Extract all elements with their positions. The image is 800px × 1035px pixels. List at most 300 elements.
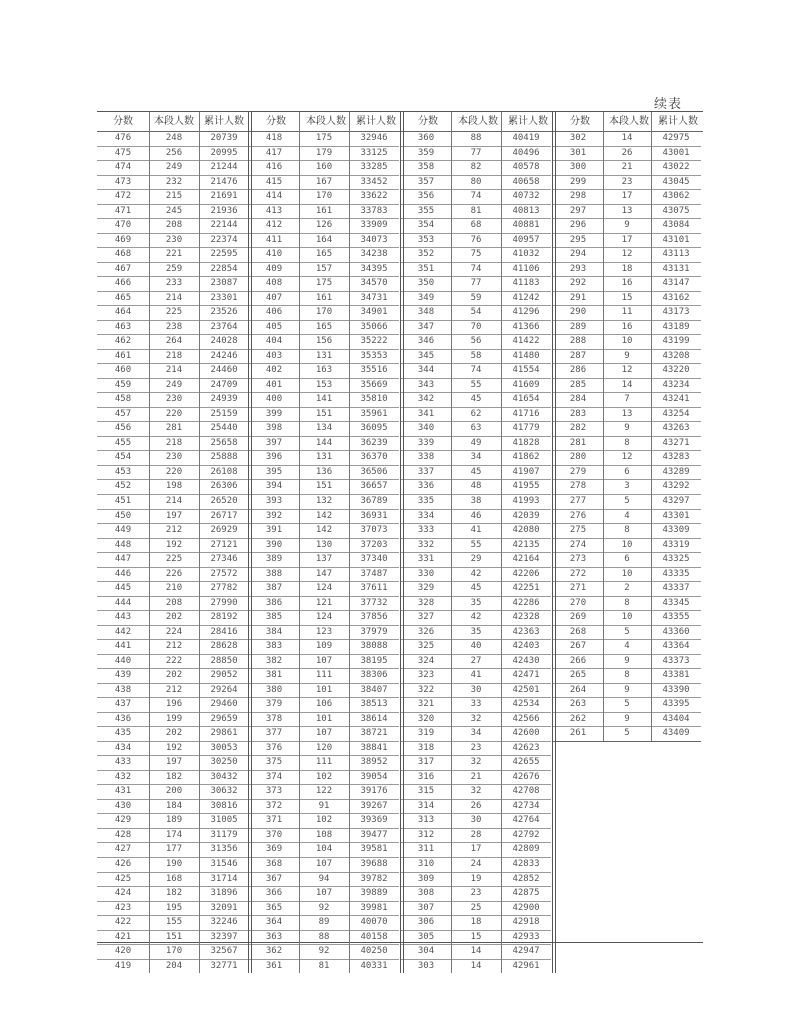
segment-count-cell: 109: [315, 641, 333, 652]
score-cell: 311: [417, 844, 435, 855]
score-cell: 416: [265, 162, 283, 173]
score-cell: 459: [114, 379, 132, 390]
cumulative-count-cell: 30632: [210, 786, 238, 797]
score-cell: 299: [569, 176, 587, 187]
group-separator: [248, 112, 252, 973]
segment-count-cell: 190: [165, 859, 183, 869]
score-cell: 461: [114, 350, 132, 361]
cumulative-count-cell: 39267: [360, 800, 388, 811]
score-cell: 266: [569, 655, 587, 666]
segment-count-cell: 220: [165, 466, 183, 477]
score-cell: 288: [569, 336, 587, 347]
score-cell: 314: [417, 800, 435, 811]
score-cell: 318: [417, 742, 435, 753]
score-cell: 465: [114, 292, 132, 303]
segment-count-cell: 142: [315, 525, 333, 536]
segment-count-cell: 59: [470, 292, 482, 303]
segment-count-cell: 167: [315, 176, 333, 187]
segment-count-cell: 131: [315, 350, 333, 361]
cumulative-count-cell: 29052: [210, 670, 238, 681]
cumulative-count-cell: 42918: [512, 917, 540, 928]
segment-count-cell: 226: [165, 568, 183, 579]
segment-count-cell: 126: [315, 220, 333, 231]
cumulative-count-cell: 35353: [360, 350, 388, 361]
cumulative-count-cell: 42792: [512, 829, 540, 840]
cumulative-count-cell: 23087: [210, 278, 238, 289]
table-caption: 续表: [654, 97, 683, 112]
cumulative-count-cell: 38195: [360, 655, 388, 666]
score-cell: 303: [417, 960, 435, 971]
segment-count-cell: 107: [315, 655, 333, 666]
segment-count-cell: 30: [470, 815, 482, 826]
segment-count-cell: 281: [165, 423, 183, 434]
segment-count-cell: 14: [470, 960, 482, 971]
cumulative-count-cell: 38614: [360, 713, 388, 724]
cumulative-count-cell: 42809: [512, 844, 540, 855]
cumulative-count-cell: 32946: [360, 133, 388, 143]
cumulative-count-cell: 22144: [210, 220, 238, 231]
segment-count-cell: 30: [470, 684, 482, 695]
score-cell: 296: [569, 220, 587, 231]
cumulative-count-cell: 40578: [512, 162, 540, 173]
segment-count-cell: 111: [315, 670, 333, 681]
cumulative-count-cell: 41032: [512, 249, 540, 260]
segment-count-cell: 249: [165, 162, 183, 173]
cumulative-count-cell: 43147: [662, 278, 690, 289]
segment-count-cell: 151: [315, 408, 333, 419]
segment-count-cell: 168: [165, 873, 183, 884]
score-cell: 395: [265, 466, 283, 477]
cumulative-count-cell: 41106: [512, 263, 540, 274]
segment-count-cell: 17: [470, 844, 482, 855]
score-cell: 424: [114, 888, 132, 899]
cumulative-count-cell: 39176: [360, 786, 388, 797]
cumulative-count-cell: 34901: [360, 307, 388, 318]
cumulative-count-cell: 36095: [360, 423, 388, 434]
segment-count-cell: 88: [470, 133, 482, 143]
score-cell: 320: [417, 713, 435, 724]
cumulative-count-cell: 34570: [360, 278, 388, 289]
segment-count-cell: 225: [165, 307, 183, 318]
score-cell: 285: [569, 379, 587, 390]
segment-count-cell: 68: [470, 220, 482, 231]
segment-count-cell: 34: [470, 728, 482, 739]
score-cell: 437: [114, 699, 132, 710]
cumulative-count-cell: 42039: [512, 510, 540, 521]
cumulative-count-cell: 38407: [360, 684, 388, 695]
score-cell: 354: [417, 220, 435, 231]
score-cell: 310: [417, 859, 435, 869]
segment-count-cell: 220: [165, 408, 183, 419]
segment-count-cell: 23: [621, 176, 633, 187]
cumulative-count-cell: 37340: [360, 554, 388, 565]
cumulative-count-cell: 29460: [210, 699, 238, 710]
segment-count-cell: 8: [624, 597, 630, 608]
score-cell: 367: [265, 873, 283, 884]
cumulative-count-cell: 41422: [512, 336, 540, 347]
segment-count-cell: 107: [315, 728, 333, 739]
score-cell: 441: [114, 641, 132, 652]
cumulative-count-cell: 30053: [210, 742, 238, 753]
score-cell: 284: [569, 394, 587, 405]
cumulative-count-cell: 28850: [210, 655, 238, 666]
score-cell: 289: [569, 321, 587, 332]
score-cell: 332: [417, 539, 435, 550]
score-cell: 274: [569, 539, 587, 550]
segment-count-cell: 151: [165, 931, 183, 942]
segment-count-cell: 8: [624, 437, 630, 448]
cumulative-count-cell: 31546: [210, 859, 238, 869]
cumulative-count-cell: 43395: [662, 699, 690, 710]
cumulative-count-cell: 42430: [512, 655, 540, 666]
score-cell: 322: [417, 684, 435, 695]
score-cell: 334: [417, 510, 435, 521]
cumulative-count-cell: 28628: [210, 641, 238, 652]
segment-count-cell: 33: [470, 699, 482, 710]
cumulative-count-cell: 38841: [360, 742, 388, 753]
segment-count-cell: 15: [470, 931, 482, 942]
score-cell: 270: [569, 597, 587, 608]
score-cell: 323: [417, 670, 435, 681]
segment-count-cell: 55: [470, 379, 482, 390]
cumulative-count-cell: 32397: [210, 931, 238, 942]
segment-count-cell: 165: [315, 249, 333, 260]
segment-count-cell: 74: [470, 365, 482, 376]
segment-count-cell: 92: [318, 902, 330, 913]
score-cell: 411: [265, 234, 283, 245]
score-cell: 306: [417, 917, 435, 928]
score-cell: 300: [569, 162, 587, 173]
score-cell: 309: [417, 873, 435, 884]
score-cell: 471: [114, 205, 132, 216]
cumulative-count-cell: 36657: [360, 481, 388, 492]
score-cell: 440: [114, 655, 132, 666]
cumulative-count-cell: 43241: [662, 394, 690, 405]
header-segment-count: 本段人数: [306, 116, 346, 127]
score-cell: 347: [417, 321, 435, 332]
cumulative-count-cell: 23526: [210, 307, 238, 318]
score-cell: 286: [569, 365, 587, 376]
cumulative-count-cell: 43325: [662, 554, 690, 565]
segment-count-cell: 120: [315, 742, 333, 753]
cumulative-count-cell: 35961: [360, 408, 388, 419]
cumulative-count-cell: 41716: [512, 408, 540, 419]
score-cell: 359: [417, 147, 435, 158]
cumulative-count-cell: 41554: [512, 365, 540, 376]
segment-count-cell: 89: [318, 917, 330, 928]
score-cell: 426: [114, 859, 132, 869]
score-cell: 453: [114, 466, 132, 477]
segment-count-cell: 6: [624, 554, 630, 565]
cumulative-count-cell: 24028: [210, 336, 238, 347]
score-cell: 290: [569, 307, 587, 318]
cumulative-count-cell: 35669: [360, 379, 388, 390]
cumulative-count-cell: 39581: [360, 844, 388, 855]
score-cell: 358: [417, 162, 435, 173]
segment-count-cell: 230: [165, 394, 183, 405]
segment-count-cell: 70: [470, 321, 482, 332]
cumulative-count-cell: 24246: [210, 350, 238, 361]
header-score: 分数: [266, 116, 286, 127]
cumulative-count-cell: 42164: [512, 554, 540, 565]
segment-count-cell: 34: [470, 452, 482, 463]
segment-count-cell: 45: [470, 394, 482, 405]
score-cell: 451: [114, 496, 132, 506]
cumulative-count-cell: 43283: [662, 452, 690, 463]
score-cell: 271: [569, 583, 587, 594]
cumulative-count-cell: 43345: [662, 597, 690, 608]
score-cell: 462: [114, 336, 132, 347]
segment-count-cell: 3: [624, 481, 630, 492]
segment-count-cell: 221: [165, 249, 183, 260]
score-cell: 272: [569, 568, 587, 579]
score-cell: 331: [417, 554, 435, 565]
segment-count-cell: 15: [621, 292, 633, 303]
score-cell: 384: [265, 626, 283, 637]
cumulative-count-cell: 22374: [210, 234, 238, 245]
segment-count-cell: 218: [165, 437, 183, 448]
cumulative-count-cell: 39369: [360, 815, 388, 826]
segment-count-cell: 212: [165, 525, 183, 536]
cumulative-count-cell: 39889: [360, 888, 388, 899]
column-divider: [603, 112, 604, 741]
score-cell: 337: [417, 466, 435, 477]
score-cell: 336: [417, 481, 435, 492]
segment-count-cell: 232: [165, 176, 183, 187]
segment-count-cell: 157: [315, 263, 333, 274]
cumulative-count-cell: 28416: [210, 626, 238, 637]
segment-count-cell: 42: [470, 568, 482, 579]
segment-count-cell: 196: [165, 699, 183, 710]
cumulative-count-cell: 31714: [210, 873, 238, 884]
cumulative-count-cell: 42080: [512, 525, 540, 536]
cumulative-count-cell: 25888: [210, 452, 238, 463]
score-cell: 428: [114, 829, 132, 840]
segment-count-cell: 58: [470, 350, 482, 361]
score-cell: 340: [417, 423, 435, 434]
score-distribution-table: [97, 111, 703, 971]
score-cell: 292: [569, 278, 587, 289]
segment-count-cell: 74: [470, 191, 482, 202]
segment-count-cell: 40: [470, 641, 482, 652]
score-cell: 295: [569, 234, 587, 245]
segment-count-cell: 108: [315, 829, 333, 840]
score-cell: 418: [265, 133, 283, 143]
score-cell: 407: [265, 292, 283, 303]
segment-count-cell: 81: [318, 960, 330, 971]
cumulative-count-cell: 23764: [210, 321, 238, 332]
score-cell: 283: [569, 408, 587, 419]
score-cell: 280: [569, 452, 587, 463]
segment-count-cell: 81: [470, 205, 482, 216]
segment-count-cell: 88: [318, 931, 330, 942]
cumulative-count-cell: 41907: [512, 466, 540, 477]
cumulative-count-cell: 37979: [360, 626, 388, 637]
segment-count-cell: 215: [165, 191, 183, 202]
cumulative-count-cell: 29861: [210, 728, 238, 739]
segment-count-cell: 21: [621, 162, 633, 173]
score-cell: 357: [417, 176, 435, 187]
cumulative-count-cell: 42403: [512, 641, 540, 652]
segment-count-cell: 141: [315, 394, 333, 405]
score-cell: 350: [417, 278, 435, 289]
score-cell: 444: [114, 597, 132, 608]
cumulative-count-cell: 41955: [512, 481, 540, 492]
segment-count-cell: 10: [621, 568, 633, 579]
score-cell: 389: [265, 554, 283, 565]
segment-count-cell: 45: [470, 466, 482, 477]
segment-count-cell: 24: [470, 859, 482, 869]
segment-count-cell: 144: [315, 437, 333, 448]
cumulative-count-cell: 41366: [512, 321, 540, 332]
segment-count-cell: 77: [470, 278, 482, 289]
cumulative-count-cell: 43337: [662, 583, 690, 594]
cumulative-count-cell: 41183: [512, 278, 540, 289]
cumulative-count-cell: 30432: [210, 771, 238, 782]
cumulative-count-cell: 42900: [512, 902, 540, 913]
cumulative-count-cell: 40250: [360, 946, 388, 957]
score-cell: 422: [114, 917, 132, 928]
score-cell: 364: [265, 917, 283, 928]
header-segment-count: 本段人数: [154, 116, 194, 127]
column-divider: [451, 112, 452, 973]
header-score: 分数: [418, 116, 438, 127]
cumulative-count-cell: 20995: [210, 147, 238, 158]
score-cell: 330: [417, 568, 435, 579]
segment-count-cell: 170: [165, 946, 183, 957]
segment-count-cell: 26: [621, 147, 633, 158]
cumulative-count-cell: 41242: [512, 292, 540, 303]
cumulative-count-cell: 43409: [662, 728, 690, 739]
score-cell: 469: [114, 234, 132, 245]
score-cell: 343: [417, 379, 435, 390]
segment-count-cell: 41: [470, 525, 482, 536]
segment-count-cell: 23: [470, 742, 482, 753]
cumulative-count-cell: 43360: [662, 626, 690, 637]
cumulative-count-cell: 31896: [210, 888, 238, 899]
score-cell: 335: [417, 496, 435, 506]
score-cell: 382: [265, 655, 283, 666]
cumulative-count-cell: 43062: [662, 191, 690, 202]
cumulative-count-cell: 40732: [512, 191, 540, 202]
segment-count-cell: 111: [315, 757, 333, 768]
segment-count-cell: 82: [470, 162, 482, 173]
cumulative-count-cell: 30250: [210, 757, 238, 768]
score-cell: 456: [114, 423, 132, 434]
score-cell: 308: [417, 888, 435, 899]
segment-count-cell: 121: [315, 597, 333, 608]
cumulative-count-cell: 26520: [210, 496, 238, 506]
score-cell: 391: [265, 525, 283, 536]
score-cell: 366: [265, 888, 283, 899]
score-cell: 433: [114, 757, 132, 768]
score-cell: 385: [265, 612, 283, 623]
segment-count-cell: 249: [165, 379, 183, 390]
header-segment-count: 本段人数: [609, 116, 649, 127]
segment-count-cell: 25: [470, 902, 482, 913]
cumulative-count-cell: 26929: [210, 525, 238, 536]
score-cell: 414: [265, 191, 283, 202]
score-cell: 413: [265, 205, 283, 216]
cumulative-count-cell: 39688: [360, 859, 388, 869]
cumulative-count-cell: 36370: [360, 452, 388, 463]
score-cell: 393: [265, 496, 283, 506]
header-cumulative-count: 累计人数: [204, 116, 244, 127]
segment-count-cell: 210: [165, 583, 183, 594]
segment-count-cell: 202: [165, 612, 183, 623]
cumulative-count-cell: 36789: [360, 496, 388, 506]
cumulative-count-cell: 34238: [360, 249, 388, 260]
cumulative-count-cell: 29264: [210, 684, 238, 695]
cumulative-count-cell: 41480: [512, 350, 540, 361]
score-cell: 298: [569, 191, 587, 202]
cumulative-count-cell: 25440: [210, 423, 238, 434]
header-cumulative-count: 累计人数: [356, 116, 396, 127]
cumulative-count-cell: 43189: [662, 321, 690, 332]
segment-count-cell: 106: [315, 699, 333, 710]
segment-count-cell: 175: [315, 133, 333, 143]
segment-count-cell: 101: [315, 713, 333, 724]
cumulative-count-cell: 43001: [662, 147, 690, 158]
score-cell: 326: [417, 626, 435, 637]
cumulative-count-cell: 31005: [210, 815, 238, 826]
cumulative-count-cell: 31179: [210, 829, 238, 840]
score-cell: 369: [265, 844, 283, 855]
cumulative-count-cell: 39477: [360, 829, 388, 840]
segment-count-cell: 174: [165, 829, 183, 840]
column-divider: [199, 112, 200, 973]
score-cell: 262: [569, 713, 587, 724]
score-cell: 450: [114, 510, 132, 521]
score-cell: 327: [417, 612, 435, 623]
cumulative-count-cell: 33452: [360, 176, 388, 187]
score-cell: 467: [114, 263, 132, 274]
segment-count-cell: 202: [165, 670, 183, 681]
score-cell: 279: [569, 466, 587, 477]
segment-count-cell: 184: [165, 800, 183, 811]
score-cell: 373: [265, 786, 283, 797]
cumulative-count-cell: 22595: [210, 249, 238, 260]
cumulative-count-cell: 36506: [360, 466, 388, 477]
segment-count-cell: 8: [624, 525, 630, 536]
score-cell: 291: [569, 292, 587, 303]
cumulative-count-cell: 42961: [512, 960, 540, 971]
score-cell: 307: [417, 902, 435, 913]
score-cell: 363: [265, 931, 283, 942]
score-cell: 313: [417, 815, 435, 826]
score-cell: 356: [417, 191, 435, 202]
cumulative-count-cell: 43271: [662, 437, 690, 448]
score-cell: 315: [417, 786, 435, 797]
cumulative-count-cell: 35810: [360, 394, 388, 405]
score-cell: 432: [114, 771, 132, 782]
score-cell: 361: [265, 960, 283, 971]
segment-count-cell: 5: [624, 728, 630, 739]
segment-count-cell: 131: [315, 452, 333, 463]
score-cell: 312: [417, 829, 435, 840]
score-cell: 447: [114, 554, 132, 565]
segment-count-cell: 5: [624, 496, 630, 506]
cumulative-count-cell: 29659: [210, 713, 238, 724]
score-cell: 434: [114, 742, 132, 753]
segment-count-cell: 8: [624, 670, 630, 681]
segment-count-cell: 222: [165, 655, 183, 666]
cumulative-count-cell: 42764: [512, 815, 540, 826]
segment-count-cell: 12: [621, 452, 633, 463]
score-cell: 388: [265, 568, 283, 579]
score-cell: 412: [265, 220, 283, 231]
segment-count-cell: 107: [315, 859, 333, 869]
